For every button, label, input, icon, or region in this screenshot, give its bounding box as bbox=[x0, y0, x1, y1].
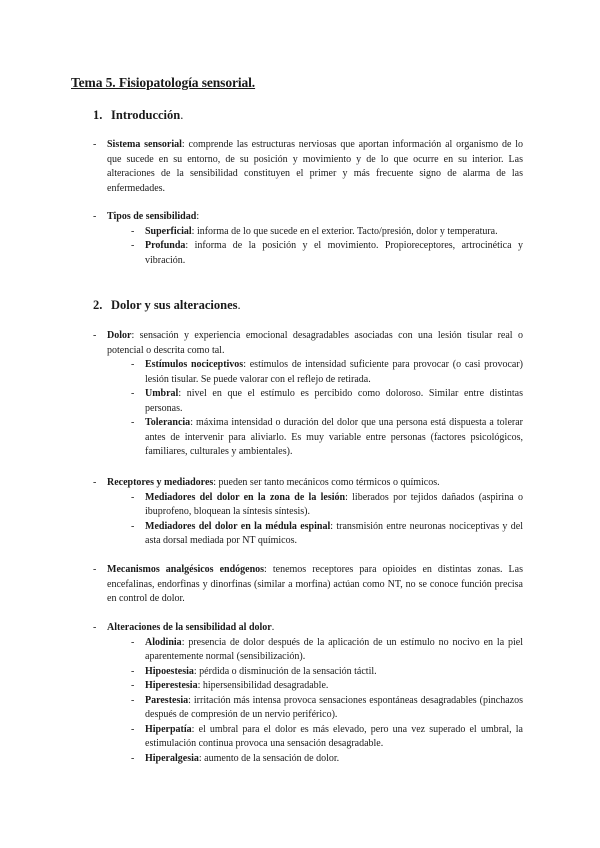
bullet-dash: - bbox=[93, 139, 97, 150]
paragraph-sistema-sensorial bbox=[93, 138, 523, 196]
bullet-dash: - bbox=[131, 491, 135, 503]
term: Mediadores del dolor en la zona de la lesión bbox=[145, 491, 346, 503]
definition: : transmisión entre neuronas nociceptivas y del asta dorsal mediada por NT químicos. bbox=[145, 520, 523, 546]
sub-bullet-item bbox=[93, 491, 523, 520]
bullet-dash: - bbox=[131, 520, 135, 532]
bullet-dash: - bbox=[131, 752, 135, 764]
sub-bullet-item bbox=[93, 239, 523, 268]
definition: : informa de lo que sucede en el exterior. Tacto/presión, dolor y temperatura. bbox=[191, 225, 498, 237]
definition: : liberados por tejidos dañados (aspirina o ibuprofeno, bloquean la síntesis síntesis). bbox=[145, 491, 524, 517]
definition: : hipersensibilidad desagradable. bbox=[197, 680, 329, 691]
sub-bullet-item bbox=[93, 225, 523, 240]
sub-bullet-item bbox=[93, 679, 523, 694]
paragraph-alteraciones-sensibilidad bbox=[93, 621, 523, 766]
term: Alodinia bbox=[145, 636, 182, 648]
definition: : tenemos receptores para opioides en distintas zonas. Las encefalinas, endorfinas y dinorfinas (similar a morfina) actúan como NT, no se conoce función precisa en control de dolor. bbox=[107, 564, 523, 604]
bullet-item bbox=[93, 210, 523, 225]
term: Parestesia bbox=[145, 694, 189, 706]
bullet-dash: - bbox=[131, 723, 135, 735]
bullet-dash: - bbox=[131, 680, 135, 691]
paragraph-receptores-mediadores bbox=[93, 476, 523, 549]
bullet-dash: - bbox=[93, 211, 97, 222]
term: Hiperpatía bbox=[145, 723, 192, 735]
bullet-dash: - bbox=[131, 388, 135, 399]
term: Alteraciones de la sensibilidad al dolor bbox=[107, 622, 272, 633]
bullet-item bbox=[93, 476, 523, 491]
paragraph-dolor bbox=[93, 329, 523, 460]
section-number: 1. bbox=[93, 108, 103, 122]
paragraph-mecanismos-analgesicos bbox=[93, 563, 523, 607]
bullet-dash: - bbox=[131, 359, 135, 370]
definition: : presencia de dolor después de la aplicación de un estímulo no nocivo en la piel aparentemente normal (sensibilización). bbox=[145, 636, 523, 662]
section-heading-introduccion bbox=[93, 108, 183, 123]
definition: : pérdida o disminución de la sensación táctil. bbox=[193, 665, 377, 677]
bullet-dash: - bbox=[131, 665, 135, 677]
bullet-dash: - bbox=[131, 240, 135, 251]
sub-bullet-item bbox=[93, 358, 523, 387]
term: Dolor bbox=[107, 330, 132, 341]
term: Mecanismos analgésicos endógenos bbox=[107, 564, 265, 575]
bullet-item bbox=[93, 563, 523, 607]
bullet-dash: - bbox=[131, 417, 135, 428]
definition: : irritación más intensa provoca sensaciones espontáneas desagradables (pinchazos después de compresión de un nervio periférico). bbox=[145, 694, 523, 720]
term: Umbral bbox=[145, 388, 179, 399]
sub-bullet-item bbox=[93, 387, 523, 416]
term: Hipoestesia bbox=[145, 665, 194, 677]
section-trail: . bbox=[237, 298, 241, 312]
term: Superficial bbox=[145, 225, 192, 237]
term: Profunda bbox=[145, 240, 186, 251]
definition: : el umbral para el dolor es más elevado, pero una vez superado el umbral, la estimulación continua provoca una sensación desagradable. bbox=[145, 723, 523, 749]
bullet-dash: - bbox=[93, 330, 97, 341]
bullet-dash: - bbox=[93, 622, 97, 633]
paragraph-tipos-sensibilidad bbox=[93, 210, 523, 268]
term: Tolerancia bbox=[145, 417, 191, 428]
sub-bullet-item bbox=[93, 694, 523, 723]
bullet-item bbox=[93, 138, 523, 196]
bullet-dash: - bbox=[93, 564, 97, 575]
definition: : informa de la posición y el movimiento. Propioreceptores, artrocinética y vibración. bbox=[145, 240, 523, 266]
definition: : bbox=[196, 211, 200, 222]
sub-bullet-item bbox=[93, 665, 523, 680]
section-heading-dolor bbox=[93, 298, 241, 313]
section-title: Dolor y sus alteraciones bbox=[111, 298, 238, 312]
bullet-dash: - bbox=[131, 694, 135, 706]
term: Hiperestesia bbox=[145, 680, 198, 691]
definition: : máxima intensidad o duración del dolor que una persona está dispuesta a tolerar antes de intervenir para aliviarlo. Es muy variable entre personas (factores psicológicos, familiares, culturales y ambientales). bbox=[145, 417, 523, 457]
term: Estímulos nociceptivos bbox=[145, 359, 244, 370]
bullet-dash: - bbox=[93, 477, 97, 488]
bullet-dash: - bbox=[131, 636, 135, 648]
term: Receptores y mediadores bbox=[107, 477, 214, 488]
term: Sistema sensorial bbox=[107, 139, 182, 150]
definition: : nivel en que el estímulo es percibido como doloroso. Similar entre distintas personas. bbox=[145, 388, 523, 414]
definition: : aumento de la sensación de dolor. bbox=[198, 752, 340, 764]
document-title: Tema 5. Fisiopatología sensorial. bbox=[71, 75, 256, 90]
definition: : comprende las estructuras nerviosas que aportan información al organismo de lo que sucede en su entorno, de su posición y movimiento y de lo que ocurre en su interior. Las alteraciones de la sensibilidad constituyen el primer y más frecuente signo de alarma de las enfermedades. bbox=[107, 139, 523, 194]
sub-bullet-item bbox=[93, 520, 523, 549]
definition: : estímulos de intensidad suficiente para provocar (o casi provocar) lesión tisular. Se puede valorar con el reflejo de retirada. bbox=[145, 359, 523, 385]
sub-bullet-item bbox=[93, 752, 523, 767]
sub-bullet-item bbox=[93, 416, 523, 460]
definition: : sensación y experiencia emocional desagradables asociadas con una lesión tisular real o potencial o descrita como tal. bbox=[107, 330, 523, 356]
term: Tipos de sensibilidad bbox=[107, 211, 197, 222]
section-trail: . bbox=[180, 108, 184, 122]
section-title: Introducción bbox=[111, 108, 181, 122]
term: Mediadores del dolor en la médula espinal bbox=[145, 520, 331, 532]
sub-bullet-item bbox=[93, 636, 523, 665]
section-number: 2. bbox=[93, 298, 103, 312]
bullet-item bbox=[93, 621, 523, 636]
term: Hiperalgesia bbox=[145, 752, 199, 764]
bullet-item bbox=[93, 329, 523, 358]
definition: . bbox=[271, 622, 275, 633]
definition: : pueden ser tanto mecánicos como térmicos o químicos. bbox=[213, 477, 440, 488]
sub-bullet-item bbox=[93, 723, 523, 752]
bullet-dash: - bbox=[131, 225, 135, 237]
